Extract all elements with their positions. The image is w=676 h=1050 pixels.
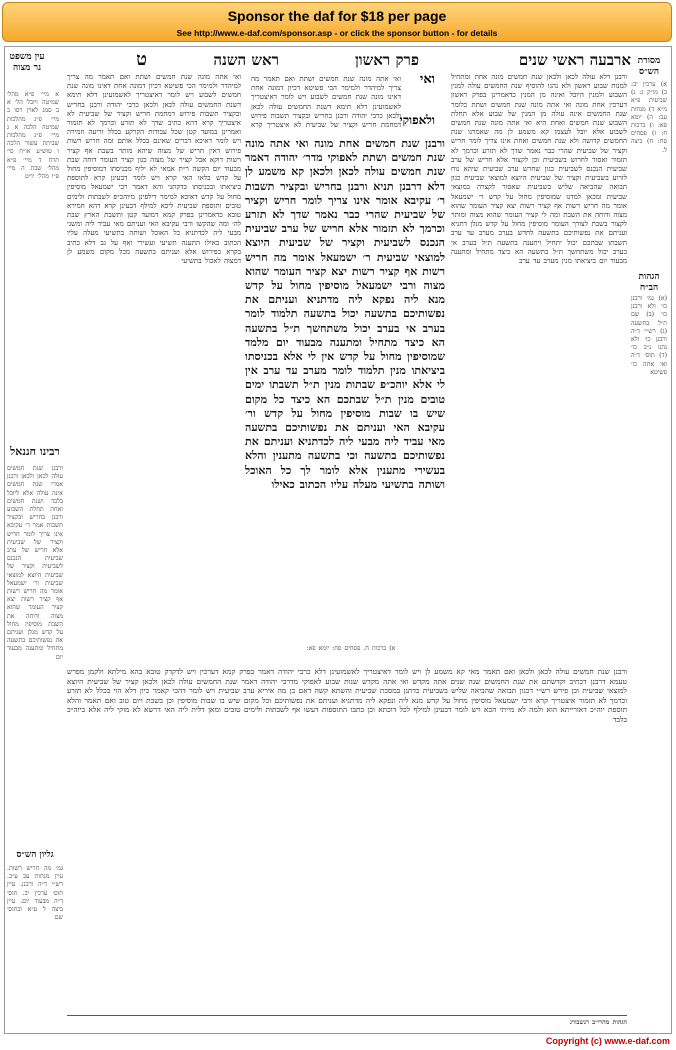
tosafot-commentary: ואי אתה מונה שנת חמשים ושתת ואם תאמר מה צריך למיהדר ולמימר הכי פשיטא דכיון דמונה אחת דאינו מונה שנת חמשים לשבוע ויש לומר דאיצטריך לאשמועינן דלא תימא דשנת החמשים עולה לכאן ולכאן כרבי יהודה ורבנן בחריש ובקציר תשבות פירוש דמחמת חריש וקציר של שביעית לא איצטריך קרא דהא כתיב שדך לא תזרע וכרמך לא תזמור ואמרינן במועד קטן שכל עבודות הקרקע בכלל זריעה וזמירה ויש לומר דאיכא דברים שאינם בכלל אותם ומה חריש רשות פירוש דאין חריש של מצוה שיהא מותר בשבת אף קציר רשות דוקא אבל קציר של מצוה כגון קציר העומר דוחה שבת מבעוד יום הקשה ר״ת אמאי לא יליף מכניסתו דמוסיפין מחול על קדש בלאו האי קרא ויש לומר דבעינן קרא לתוספת ביציאתו ובכניסתו כדקתני והא דאמר רבי ישמעאל מוסיפין מחול על קדש דאיכא למימר דילפינן מיוהכ״פ לשבתות ולימים טובים ותוספת שביעית ליכא למילף דבעינן קרא דהא חמירא טובא כדאמרינן בפרק קמא דמועד קטן ותשבת הארץ שבת לה׳ ומה שהקשו ורבי עקיבא האי ועניתם מאי עביד ליה ומשני מבעי ליה לכדתניא כל האוכל ושותה בתשיעי מעלה עליו הכתוב כאילו התענה תשיעי ועשירי ואף על גב דלא כתיב בקרא בפירוש אלא ועניתם בתשעה מכל מקום משמע לן דמצוה לאכול בתשיעי [67,73,241,266]
gilyon-title: גליון הש״ס [16,850,54,860]
ein-mishpat-text: א מיי׳ פ״א מהל׳ שמיטה ויובל הל׳ א ב סמג לאוין רסו ב מיי׳ פ״ג מהלכות שמיטה הלכה א ג מיי׳ פ״ג מהלכות שביתת עשור הלכה ו טוש״ע או״ח סי׳ תרח ד מיי׳ פ״א מהל׳ שבת ה מיי׳ פ״ו מהל׳ יו״ט [7,91,59,181]
masoret-text: א) ערכין יב: ב) מו״ק ג: ג) שביעית פ״א מ״א ד) מנחות עב: ה) יומא פא: ו) ברכות ח: ז) פסחים סח: ח) ביצה ל. [631,81,667,154]
gemara-footnote: א) ברכות ח. פסחים סח: יומא פא: [306,645,396,652]
gilyon-text: גמ׳ מה חריש רשות. עיין מנחות עב ע״ב. רש״י ד״ה ורבנן. עיין תוס׳ ערכין יב. תוס׳ ד״ה מבעוד יום. עיין ביצה ל ע״א ובתוס׳ שם [7,865,63,922]
gemara-opening-word: ואי [419,72,435,87]
sponsor-subtitle[interactable]: See http://www.e-daf.com/sponsor.asp - or click the sponsor button - for details [176,28,498,38]
hagahot-text: (א) גמ׳ ורבנן כו׳ ולא ורבנן כו׳ (ב) שם ת״ל בתשעה (ג) רש״י ד״ה ורבנן כו׳ ולא נהגו נ״ב כו׳ (ד) תוס׳ ד״ה ואי אתה כו׳ פשיטא [631,295,667,376]
hagahot-bottom-title: הגהות מהרי״ב רנשבורג [569,1019,627,1026]
chapter-number: פרק ראשון [354,51,419,69]
rabbeinu-chananel-title: רבינו חננאל [10,445,60,458]
page-letter: ט [136,49,147,70]
rashi-commentary: ורבנן דלא עולה לכאן ולכאן שנת חמשים מונה אחת ומתחיל למנות שבוע ראשון ולא נהגו להוסיף שנת החמשים עולה למנין השבוע ולמנין היובל ואינה מן המנין כדאמרינן בפרק ראשון דערכין אחת מונה ואי אתה מונה שנת חמשים ושתת כלומר שנת החמשים אינה עולה מן המנין של שבוע אלא תחלת השבוע שנת חמשים ואחת היא ואי אתה מונה שנת חמשים לשבוע אלא יובל לעצמו קא משמע לן מה שאמרנו שנת החמשים קדושה ולא שנת חמשים ואחת אינו צריך לומר חריש וקציר של שביעית שהרי כבר נאמר שדך לא תזרע וכרמך לא תזמור ואסור לחרוש בשביעית וכן לקצור אלא חריש של ערב שביעית הנכנס לשביעית כגון שחרש ערב שביעית שיהא נוח לזרוע בשביעית וקציר של שביעית היוצא למוצאי שביעית כגון תבואה שהביאה שליש בשביעית שאסור לקצרה במוצאי שביעית ומכאן למדנו שמוסיפין מחול על קדש ר׳ ישמעאל אומר מה חריש רשות אף קציר רשות יצא קציר העומר שהוא מצוה ודוחה את השבת ומה לי קציר העומר שהוא מצוה ומותר לקצור בשבת לצורך העומר מוסיפין מחול על קדש מנלן דתניא ועניתם את נפשותיכם בתשעה לחדש בערב מערב עד ערב תשבתו שבתכם יכול יתחיל ויתענה בתשעה ת״ל בערב אי בערב יכול משתחשך ת״ל בתשעה הא כיצד מתחיל ומתענה מבעוד יום ביציאתו מנין מערב עד ערב [451,73,627,266]
rabbeinu-chananel-text: ורבנן שנת חמשים עולה לכאן ולכאן ורבנן אמרי שנת חמשים אינה עולה אלא ליובל בלבד ושנת חמשים ואחת תחלת השבוע ורבנן בחריש ובקציר תשבות אמר ר׳ עקיבא אינו צריך לומר חריש וקציר של שביעית אלא חריש של ערב שביעית הנכנס לשביעית וקציר של שביעית היוצא למוצאי שביעית ור׳ ישמעאל אומר מה חריש רשות אף קציר רשות יצא קציר העומר שהוא מצוה ודוחה את השבת מוסיפין מחול על קדש מנלן ועניתם את נפשותיכם בתשעה מתחיל ומתענה מבעוד יום [7,465,63,661]
tosafot-top-text: ואי אתה מונה שנת חמשים ושתת ואם תאמר מה צריך למיהדר ולמימר הכי פשיטא דכיון דמונה אחת דאינו מונה שנת חמשים לשבוע ויש לומר דאיצטריך לאשמועינן דלא תימא דשנת החמשים עולה לכאן ולכאן כרבי יהודה ורבנן בחריש ובקציר תשבות פירוש דמחמת חריש וקציר של שביעית לא איצטריך קרא [251,75,401,129]
bottom-commentary: ורבנן שנת חמשים עולה לכאן ולכאן ואם תאמר מאי קא משמע לן ויש לומר דאיצטריך לאשמועינן דלא כרבי יהודה דאמר בפרק קמא דערכין ויש לדקדק טובא בהא מילתא ולקמן מפרש טעמא דרבנן דכתיב וקדשתם את שנת החמשים שנה שנים אתה מקדש ואי אתה מקדש שנות שבוע לאפוקי מדרבי יהודה דאמר שנת החמשים עולה לכאן ולכאן קציר של שביעית היוצא למוצאי שביעית וכן פירש רש״י דכגון תבואה שהביאה שליש בשביעית כדתנן במסכת שביעית והשתא קשה דאם כן מה איריא ערב שביעית ויש לומר דהכי קאמר כיון דלא הוי בכלל לא תזרע וכרמך לא תזמור איצטריך קרא ורבי ישמעאל מוסיפין מחול על קדש מנא ליה ונפקא ליה מדתניא ועניתם את נפשותיכם וכל מקום שיש בו שבות מוסיפין וכן בשבת ויום טוב ואם תאמר והלא תוספת יוה״כ דאורייתא הוא ולמה לא מייתי הכא ויש לומר דבעינן למילף לכל דוכתא וכן כתבו התוספות דעשו אף לשבתות ולימים טובים ומאן דלית ליה האי דרשא לא מוקי ליה אלא ביוה״כ בלבד [67,667,627,724]
hagahot-title: הגהות הב״ח [638,272,660,293]
bottom-divider [67,1015,627,1016]
gemara-second-word: ולאפוקי [399,113,435,127]
gemara-text: ורבנן שנת חמשים אחת מונה ואי אתה מונה שנת חמשים ושתת לאפוקי מדר׳ יהודה דאמר שנת חמשים עולה לכאן ולכאן קא משמע לן דלא דרבנן תניא ורבנן בחריש ובקציר תשבות ר׳ עקיבא אומר אינו צריך לומר חריש וקציר של שביעית שהרי כבר נאמר שדך לא תזרע וכרמך לא תזמור אלא חריש של ערב שביעית הנכנס לשביעית וקציר של שביעית היוצא למוצאי שביעית ר׳ ישמעאל אומר מה חריש רשות אף קציר רשות יצא קציר העומר שהוא מצוה ורבי ישמעאל מוסיפין מחול על קדש מנא ליה נפקא ליה מדתניא ועניתם את נפשותיכם בתשעה יכול בתשעה תלמוד לומר בערב אי בערב יכול משתחשך ת״ל בתשעה הא כיצד מתחיל ומתענה מבעוד יום מלמד שמוסיפין מחול על קדש אין לי אלא בכניסתו ביציאתו מנין תלמוד לומר מערב עד ערב אין לי אלא יוהכ״פ שבתות מנין ת״ל תשבתו ימים טובים מנין ת״ל שבתכם הא כיצד כל מקום שיש בו שבות מוסיפין מחול על קדש ור׳ עקיבא האי ועניתם את נפשותיכם בתשעה מאי עביד ליה מבעי ליה לכדתניא ועניתם את נפשותיכם בתשעה וכי בתשעה מתענין והלא בעשירי מתענין אלא לומר לך כל האוכל ושותה בתשיעי מעלה עליו הכתוב כאילו [245,137,445,491]
sponsor-title[interactable]: Sponsor the daf for $18 per page [227,8,447,24]
talmud-page [4,46,672,1034]
tractate-name: ראש השנה [213,51,279,69]
sponsor-banner[interactable] [2,2,672,42]
masoret-title: מסורת הש״ס [637,56,661,77]
chapter-name: ארבעה ראשי שנים [518,51,631,69]
copyright-link[interactable]: Copyright (c) www.e-daf.com [545,1036,670,1046]
ein-mishpat-title: עין משפט נר מצוה [9,52,45,73]
